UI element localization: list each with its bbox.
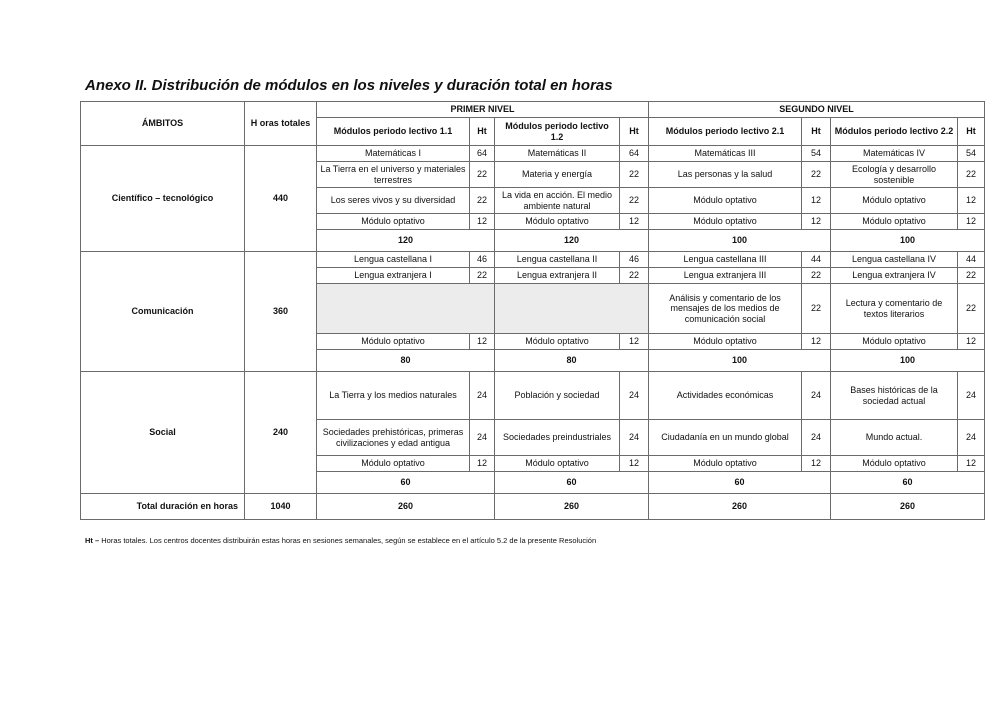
module-hours: 12 [470, 334, 495, 350]
module-name: Módulo optativo [649, 456, 802, 472]
module-name: Módulo optativo [831, 456, 958, 472]
subtotal-value: 60 [317, 472, 495, 494]
module-name: Mundo actual. [831, 420, 958, 456]
subtotal-value: 80 [495, 350, 649, 372]
total-hours: 1040 [245, 494, 317, 520]
empty-cell [317, 284, 495, 334]
subtotal-value: 100 [831, 350, 985, 372]
module-name: Ecología y desarrollo sostenible [831, 162, 958, 188]
module-hours: 24 [958, 372, 985, 420]
module-name: Módulo optativo [831, 214, 958, 230]
module-name: Módulo optativo [495, 456, 620, 472]
module-hours: 22 [470, 188, 495, 214]
module-hours: 12 [958, 334, 985, 350]
total-period-value: 260 [831, 494, 985, 520]
ambito-hours: 240 [245, 372, 317, 494]
header-ht: Ht [802, 118, 831, 146]
module-name: Ciudadanía en un mundo global [649, 420, 802, 456]
module-name: Módulo optativo [317, 334, 470, 350]
module-name: La Tierra en el universo y materiales terrestres [317, 162, 470, 188]
ambito-name: Social [81, 372, 245, 494]
footnote-text: Horas totales. Los centros docentes distribuirán estas horas en sesiones semanales, según se establece en el artículo 5.2 de la presente Resolución [99, 536, 597, 545]
total-row [81, 494, 985, 520]
module-name: Matemáticas II [495, 146, 620, 162]
module-hours: 54 [802, 146, 831, 162]
module-hours: 22 [958, 162, 985, 188]
module-hours: 22 [620, 268, 649, 284]
module-name: Lengua castellana I [317, 252, 470, 268]
module-hours: 64 [470, 146, 495, 162]
total-period-value: 260 [649, 494, 831, 520]
module-hours: 24 [470, 420, 495, 456]
module-hours: 12 [620, 456, 649, 472]
module-hours: 12 [620, 334, 649, 350]
module-name: Sociedades prehistóricas, primeras civilizaciones y edad antigua [317, 420, 470, 456]
module-name: Lengua extranjera II [495, 268, 620, 284]
module-name: La Tierra y los medios naturales [317, 372, 470, 420]
subtotal-value: 60 [495, 472, 649, 494]
module-name: Lengua extranjera I [317, 268, 470, 284]
module-hours: 22 [802, 162, 831, 188]
subtotal-value: 120 [495, 230, 649, 252]
module-name: Módulo optativo [831, 334, 958, 350]
module-name: Módulo optativo [495, 214, 620, 230]
header-ambitos: ÁMBITOS [81, 102, 245, 146]
module-hours: 12 [470, 456, 495, 472]
module-hours: 24 [620, 372, 649, 420]
module-hours: 12 [802, 456, 831, 472]
module-name: Lengua extranjera III [649, 268, 802, 284]
module-name: Lengua castellana III [649, 252, 802, 268]
module-name: Matemáticas IV [831, 146, 958, 162]
module-name: Lengua castellana IV [831, 252, 958, 268]
ambito-name: Científico – tecnológico [81, 146, 245, 252]
header-primer-nivel: PRIMER NIVEL [317, 102, 649, 118]
header-horas-totales: H oras totales [245, 102, 317, 146]
empty-cell [495, 284, 649, 334]
header-period-2-1: Módulos periodo lectivo 2.1 [649, 118, 802, 146]
total-period-value: 260 [495, 494, 649, 520]
header-ht: Ht [470, 118, 495, 146]
module-hours: 22 [620, 162, 649, 188]
module-name: Matemáticas III [649, 146, 802, 162]
subtotal-value: 100 [649, 230, 831, 252]
module-hours: 46 [470, 252, 495, 268]
module-name: La vida en acción. El medio ambiente natural [495, 188, 620, 214]
module-hours: 12 [958, 214, 985, 230]
subtotal-value: 120 [317, 230, 495, 252]
header-ht: Ht [620, 118, 649, 146]
module-hours: 46 [620, 252, 649, 268]
total-period-value: 260 [317, 494, 495, 520]
module-hours: 12 [620, 214, 649, 230]
ambito-hours: 440 [245, 146, 317, 252]
module-name: Módulo optativo [831, 188, 958, 214]
module-name: Actividades económicas [649, 372, 802, 420]
module-name: Los seres vivos y su diversidad [317, 188, 470, 214]
module-name: Módulo optativo [649, 214, 802, 230]
module-hours: 12 [958, 456, 985, 472]
footnote [85, 536, 596, 545]
module-hours: 22 [802, 268, 831, 284]
table-row [81, 252, 985, 268]
module-name: Lengua extranjera IV [831, 268, 958, 284]
header-period-1-1: Módulos periodo lectivo 1.1 [317, 118, 470, 146]
table-row [81, 146, 985, 162]
module-hours: 44 [958, 252, 985, 268]
module-hours: 24 [958, 420, 985, 456]
module-hours: 12 [958, 188, 985, 214]
module-name: Análisis y comentario de los mensajes de los medios de comunicación social [649, 284, 802, 334]
module-name: Módulo optativo [495, 334, 620, 350]
module-name: Módulo optativo [317, 214, 470, 230]
ambito-hours: 360 [245, 252, 317, 372]
header-period-1-2: Módulos periodo lectivo 1.2 [495, 118, 620, 146]
module-hours: 12 [802, 214, 831, 230]
subtotal-value: 100 [831, 230, 985, 252]
module-hours: 12 [802, 188, 831, 214]
module-hours: 24 [802, 420, 831, 456]
module-hours: 22 [802, 284, 831, 334]
total-label: Total duración en horas [81, 494, 245, 520]
module-hours: 64 [620, 146, 649, 162]
module-hours: 22 [958, 268, 985, 284]
module-hours: 12 [802, 334, 831, 350]
page-title: Anexo II. Distribución de módulos en los niveles y duración total en horas [85, 77, 613, 94]
module-hours: 24 [470, 372, 495, 420]
module-hours: 12 [470, 214, 495, 230]
module-name: Módulo optativo [649, 188, 802, 214]
module-name: Lectura y comentario de textos literarios [831, 284, 958, 334]
module-name: Población y sociedad [495, 372, 620, 420]
module-hours: 54 [958, 146, 985, 162]
module-name: Lengua castellana II [495, 252, 620, 268]
subtotal-value: 60 [649, 472, 831, 494]
module-hours: 22 [958, 284, 985, 334]
ambito-name: Comunicación [81, 252, 245, 372]
header-period-2-2: Módulos periodo lectivo 2.2 [831, 118, 958, 146]
module-name: Matemáticas I [317, 146, 470, 162]
subtotal-value: 80 [317, 350, 495, 372]
module-name: Sociedades preindustriales [495, 420, 620, 456]
module-hours: 22 [470, 162, 495, 188]
modules-table [80, 101, 985, 520]
header-segundo-nivel: SEGUNDO NIVEL [649, 102, 985, 118]
module-hours: 22 [620, 188, 649, 214]
table-row [81, 372, 985, 420]
module-name: Módulo optativo [649, 334, 802, 350]
subtotal-value: 100 [649, 350, 831, 372]
module-name: Materia y energía [495, 162, 620, 188]
module-hours: 24 [620, 420, 649, 456]
module-name: Módulo optativo [317, 456, 470, 472]
subtotal-value: 60 [831, 472, 985, 494]
module-name: Bases históricas de la sociedad actual [831, 372, 958, 420]
module-hours: 24 [802, 372, 831, 420]
footnote-term: Ht – [85, 536, 100, 545]
module-name: Las personas y la salud [649, 162, 802, 188]
module-hours: 22 [470, 268, 495, 284]
module-hours: 44 [802, 252, 831, 268]
header-ht: Ht [958, 118, 985, 146]
